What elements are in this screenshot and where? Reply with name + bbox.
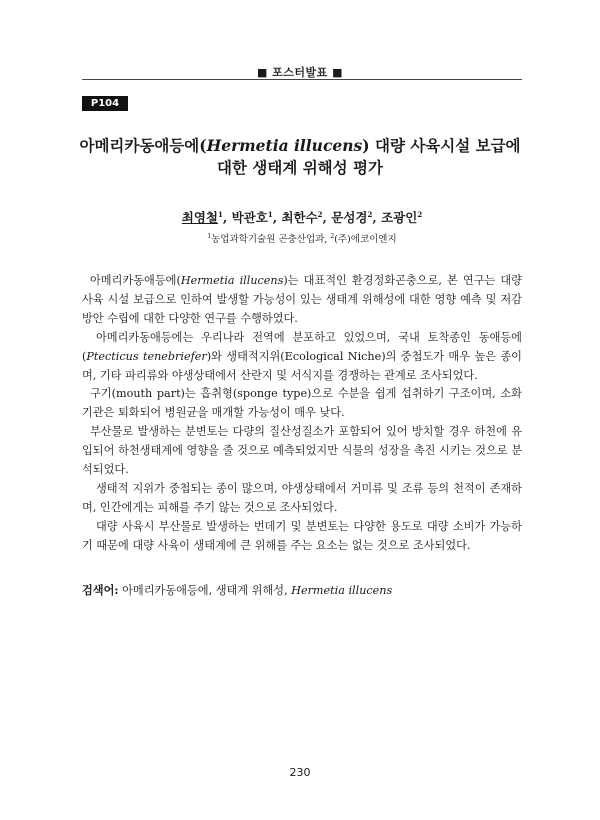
author-name: 최한수 [281,210,318,225]
abstract [82,272,522,556]
author-affil-mark: 1 [218,210,223,219]
author-affil-mark: 2 [317,210,323,219]
keywords-species: Hermetia illucens [291,584,393,597]
abstract-paragraph: 구기(mouth part)는 흡취형(sponge type)으로 수분을 쉽게 섭취하기 구조이며, 소화기관은 퇴화되어 병원균을 매개할 가능성이 매우 낮다. [82,387,522,420]
affiliation-2: (주)에코이엔지 [334,234,397,245]
author-separator: , [222,210,232,225]
abstract-paragraph [82,329,522,386]
author-list [82,208,522,226]
author-name: 조광인 [381,210,418,225]
author-separator: , [322,210,332,225]
title-part: ) 대량 사육시설 보급에 [362,136,521,155]
affiliations [82,231,522,245]
author-separator: , [272,210,282,225]
author-separator: , [372,210,382,225]
title-line-2: 대한 생태계 위해성 평가 [217,158,383,177]
author-name: 문성경 [331,210,368,225]
title-species: Hermetia illucens [206,136,363,155]
paper-title [70,135,530,179]
abstract-paragraph: 부산물로 발생하는 분변토는 다량의 질산성질소가 포함되어 있어 방치할 경우 하천에 유입되어 하천생태계에 영향을 줄 것으로 예측되었지만 식물의 성장을 촉진 시키는 것으로 분석되었다. [82,425,522,477]
author-affil-mark: 2 [367,210,373,219]
title-part: 아메리카동애등에( [79,136,207,155]
abstract-paragraph: 생태적 지위가 중첩되는 종이 많으며, 야생상태에서 거미류 및 조류 등의 천적이 존재하며, 인간에게는 피해를 주기 않는 것으로 조사되었다. [82,481,522,514]
author-name: 박관호 [231,210,268,225]
section-header: ■ 포스터발표 ■ [256,66,344,79]
species-name: Ptecticus tenebriefer [86,349,207,363]
author-affil-mark: 2 [417,210,423,219]
affil-mark: 1 [207,233,212,240]
abstract-text: 아메리카동애등에는 우리나라 전역에 분포하고 있었으며, 국내 토착종인 동애등에 ( [82,330,522,363]
header-divider [82,79,522,80]
keywords-label: 검색어: [82,583,119,597]
abstract-paragraph: 대량 사육시 부산물로 발생하는 번데기 및 분변토는 다양한 용도로 대량 소비가 가능하기 때문에 대량 사육이 생태계에 큰 위해를 주는 요소는 없는 것으로 조사되었다. [82,519,522,552]
abstract-text: )는 대표적인 환경정화곤충으로, 본 연구는 대량 사육 시설 보급으로 인하여 발생할 가능성이 있는 생태계 위해성에 대한 영향 예측 및 저감방안 수립에 대한 다양한 연구를 수행하였다. [82,274,522,325]
page-number: 230 [289,766,311,779]
author-affil-mark: 1 [267,210,273,219]
abstract-text: 아메리카동애등에( [90,274,181,287]
keywords-terms: 아메리카동애등에, 생태계 위해성, [118,584,292,597]
abstract-paragraph [82,272,522,329]
species-name: Hermetia illucens [180,274,284,287]
paper-id-badge: P104 [82,96,128,111]
abstract-text: )와 생태적지위(Ecological Niche)의 중첩도가 매우 높은 종이며, 기타 파리류와 야생상태에서 산란지 및 서식지를 경쟁하는 관계로 조사되었다. [82,349,522,382]
author-name: 최영철 [181,210,219,225]
affil-mark: 2 [330,233,335,240]
affiliation-1: 농업과학기술원 곤충산업과, [211,234,331,245]
keywords [82,581,522,600]
